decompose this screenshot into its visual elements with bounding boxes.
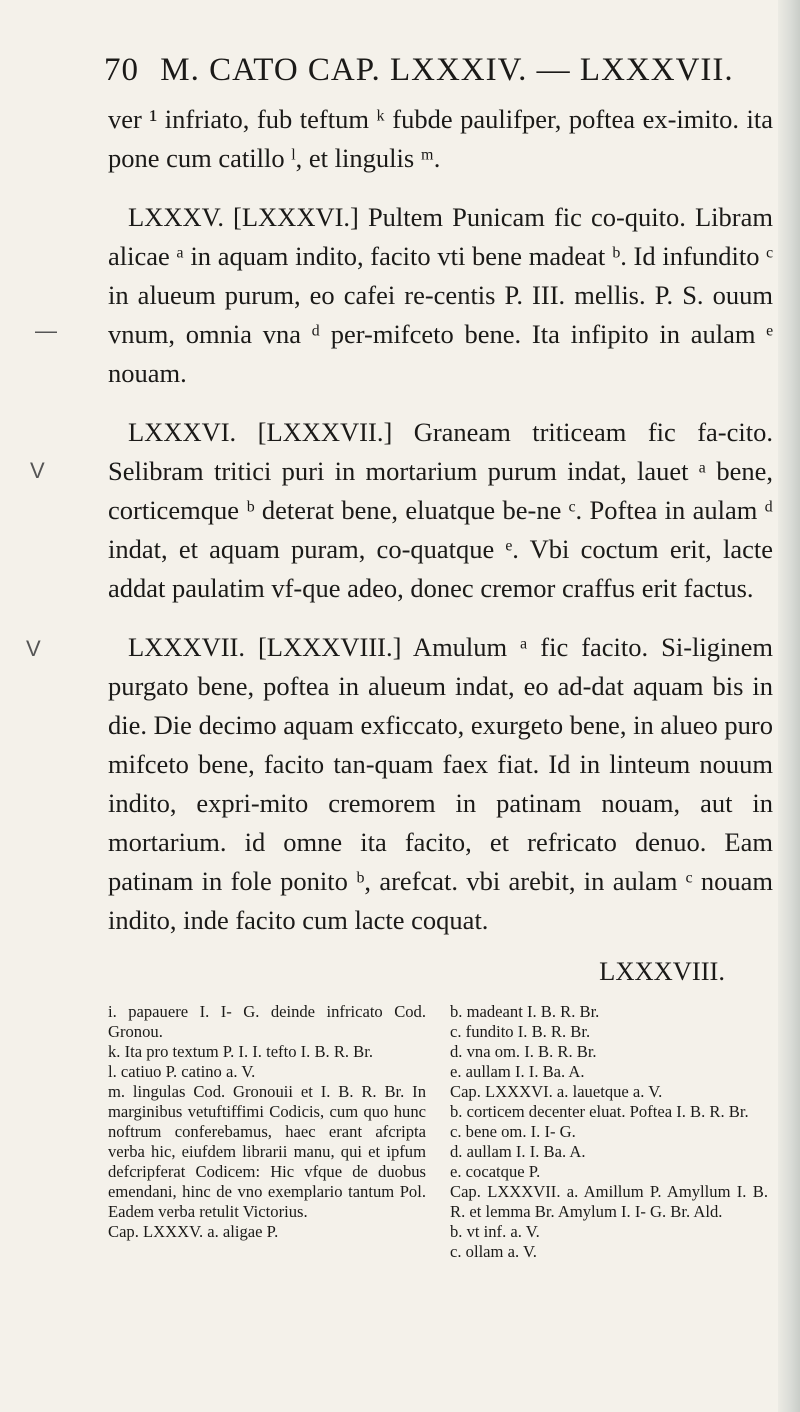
margin-mark: V	[30, 458, 45, 483]
footnote: c. ollam a. V.	[450, 1242, 537, 1261]
chapter-87: LXXXVII. [LXXXVIII.] Amulum ᵃ fic facito. Si-liginem purgato bene, poftea in alueum indat, eo ad-dat aquam bis in die. Die decimo aquam exficcato, exurgeto bene, in alueo puro mifceto bene, facito tan-quam faex fiat. Id in linteum nouum indito, expri-mito cremorem in patinam nouam, aut in mortarium. id omne ita facito, et refricato denuo. Eam patinam in fole ponito ᵇ, arefcat. vbi arebit, in aulam ᶜ nouam indito, inde facito cum lacte coquat.	[108, 632, 773, 935]
footnote: k. Ita pro textum P. I. I. tefto I. B. R. Br.	[108, 1042, 374, 1061]
chapter-85: LXXXV. [LXXXVI.] Pultem Punicam fic co-quito. Libram alicae ᵃ in aquam indito, facito vti bene madeat ᵇ. Id infundito ᶜ in alueum purum, eo cafei re-centis P. III. mellis. P. S. ouum vnum, omnia vna ᵈ per-mifceto bene. Ita infipito in aulam ᵉ nouam.	[108, 202, 773, 388]
footnote: e. cocatque P.	[450, 1162, 541, 1181]
main-text	[108, 100, 773, 991]
footnote: e. aullam I. I. Ba. A.	[450, 1062, 585, 1081]
page-number: 70	[104, 52, 139, 88]
footnote: d. vna om. I. B. R. Br.	[450, 1042, 597, 1061]
running-header	[104, 52, 764, 89]
footnote: Cap. LXXXVII. a. Amillum P. Amyllum I. B. R. et lemma Br. Amylum I. I- G. Br. Ald.	[450, 1182, 768, 1221]
footnote: c. bene om. I. I- G.	[450, 1122, 576, 1141]
margin-mark: V	[26, 636, 41, 661]
header-title: M. CATO CAP. LXXXIV. — LXXXVII.	[160, 52, 734, 88]
footnotes-right-column	[450, 1002, 768, 1262]
catchword: LXXXVIII.	[599, 956, 725, 986]
paragraph: ver ¹ infriato, fub teftum ᵏ fubde paulifper, poftea ex-imito. ita pone cum catillo ˡ, et lingulis ᵐ.	[108, 104, 773, 173]
footnotes-left-column	[108, 1002, 426, 1262]
footnote: b. madeant I. B. R. Br.	[450, 1002, 600, 1021]
footnote: i. papauere I. I- G. deinde infricato Cod. Gronou.	[108, 1002, 426, 1041]
footnotes	[108, 1002, 800, 1262]
chapter-86: LXXXVI. [LXXXVII.] Graneam triticeam fic fa-cito. Selibram tritici puri in mortarium purum indat, lauet ᵃ bene, corticemque ᵇ deterat bene, eluatque be-ne ᶜ. Poftea in aulam ᵈ indat, et aquam puram, co-quatque ᵉ. Vbi coctum erit, lacte addat paulatim vf-que adeo, donec cremor craffus erit factus.	[108, 417, 773, 603]
footnote: c. fundito I. B. R. Br.	[450, 1022, 591, 1041]
footnote: b. corticem decenter eluat. Poftea I. B. R. Br.	[450, 1102, 749, 1121]
footnote: Cap. LXXXV. a. aligae P.	[108, 1222, 279, 1241]
footnote: m. lingulas Cod. Gronouii et I. B. R. Br. In marginibus vetuftiffimi Codicis, cum quo hunc noftrum conferebamus, haec erant afcripta verba hic, eiufdem librarii manu, qui et ipfum defcripferat Codicem: Hic vfque de duobus emendani, hinc de vno exemplario tantum Pol. Eadem verba retulit Victorius.	[108, 1082, 426, 1221]
footnote: b. vt inf. a. V.	[450, 1222, 540, 1241]
footnote: Cap. LXXXVI. a. lauetque a. V.	[450, 1082, 663, 1101]
margin-mark: —	[35, 318, 57, 343]
footnote: d. aullam I. I. Ba. A.	[450, 1142, 586, 1161]
footnote: l. catiuo P. catino a. V.	[108, 1062, 256, 1081]
